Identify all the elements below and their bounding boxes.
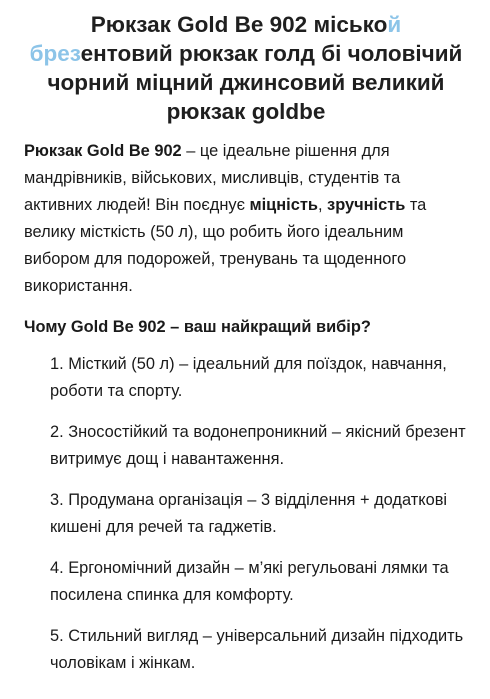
title-selection-highlight: й брез	[29, 12, 402, 66]
intro-comma: ,	[317, 196, 328, 214]
feature-item-4: 4. Ергономічний дизайн – м’які регульовані лямки та посилена спинка для комфорту.	[50, 559, 449, 604]
title-part-2: ентовий рюкзак голд бі чоловічий чорний міцний джинсовий великий рюкзак goldbe	[47, 41, 463, 124]
intro-strength: міцність	[249, 196, 318, 214]
feature-item-3: 3. Продумана організація – 3 відділення + додаткові кишені для речей та гаджетів.	[50, 491, 448, 536]
product-title	[24, 10, 468, 126]
title-part-1: Рюкзак Gold Be 902 місько	[90, 12, 388, 37]
feature-item-1: 1. Місткий (50 л) – ідеальний для поїздок, навчання, роботи та спорту.	[50, 355, 447, 400]
intro-text-2: та велику місткість (50 л), що робить його ідеальним вибором для подорожей, тренувань та щоденного використання.	[24, 196, 427, 295]
intro-convenience: зручність	[327, 196, 406, 214]
why-heading: Чому Gold Be 902 – ваш найкращий вибір?	[24, 318, 371, 336]
intro-text-1: – це ідеальне рішення для мандрівників, військових, мисливців, студентів та активних людей! Він поєднує	[24, 142, 401, 214]
features-list	[24, 351, 468, 677]
intro-paragraph	[24, 138, 468, 300]
feature-item-5: 5. Стильний вигляд – універсальний дизайн підходить чоловікам і жінкам.	[50, 627, 464, 672]
intro-brand: Рюкзак Gold Be 902	[24, 142, 182, 160]
feature-item-2: 2. Зносостійкий та водонепроникний – якісний брезент витримує дощ і навантаження.	[50, 423, 466, 468]
